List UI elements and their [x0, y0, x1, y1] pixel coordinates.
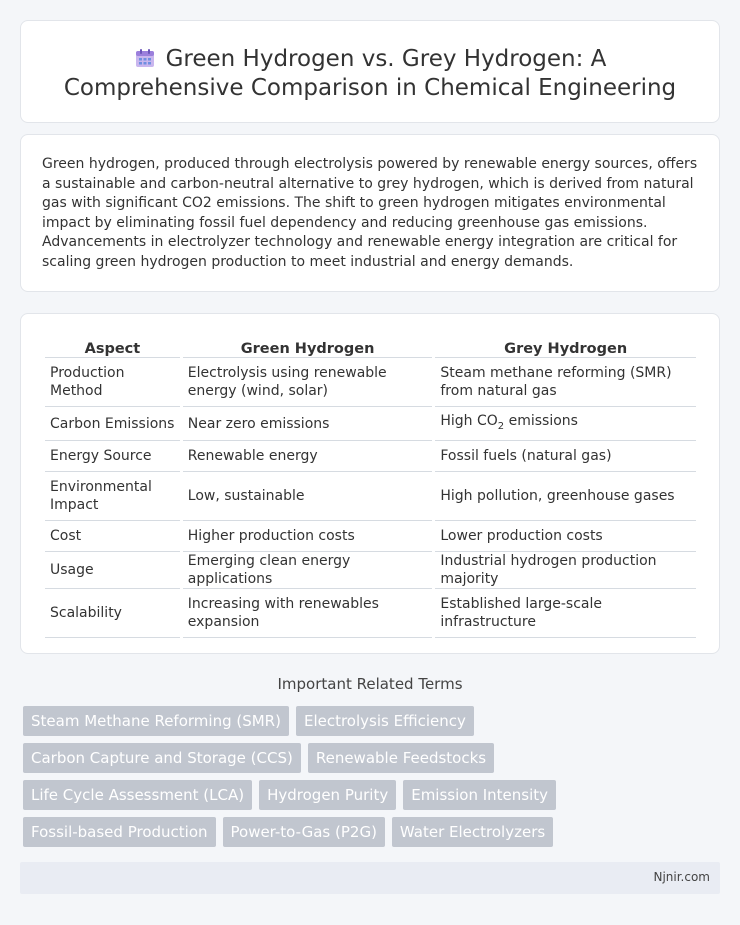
- cell-grey: Steam methane reforming (SMR) from natural gas: [435, 358, 696, 407]
- cell-green: Higher production costs: [183, 521, 433, 552]
- cell-aspect: Environmental Impact: [45, 472, 180, 521]
- cell-aspect: Carbon Emissions: [45, 407, 180, 441]
- term-tag[interactable]: Life Cycle Assessment (LCA): [23, 780, 252, 810]
- table-header-row: [45, 334, 696, 358]
- cell-aspect: Energy Source: [45, 441, 180, 472]
- term-tag[interactable]: Water Electrolyzers: [392, 817, 553, 847]
- cell-grey: [435, 407, 696, 441]
- term-tag[interactable]: Steam Methane Reforming (SMR): [23, 706, 289, 736]
- cell-grey-text-end: emissions: [504, 412, 578, 429]
- term-tag[interactable]: Power-to-Gas (P2G): [223, 817, 385, 847]
- cell-green: Electrolysis using renewable energy (wind, solar): [183, 358, 433, 407]
- page-title: Green Hydrogen vs. Grey Hydrogen: A Comprehensive Comparison in Chemical Engineering: [63, 46, 677, 101]
- cell-green: Increasing with renewables expansion: [183, 589, 433, 638]
- term-tag[interactable]: Fossil-based Production: [23, 817, 216, 847]
- term-tag[interactable]: Hydrogen Purity: [259, 780, 396, 810]
- table-row: [45, 521, 696, 552]
- cell-aspect: Cost: [45, 521, 180, 552]
- co2-subscript: 2: [497, 420, 505, 432]
- header-green-hydrogen: Green Hydrogen: [183, 334, 433, 358]
- intro-paragraph: Green hydrogen, produced through electrolysis powered by renewable energy sources, offers a sustainable and carbon-neutral alternative to grey hydrogen, which is derived from natural gas with significant CO2 emissions. The shift to green hydrogen mitigates environmental impact by eliminating fossil fuel dependency and reducing greenhouse gas emissions. Advancements in electrolyzer technology and renewable energy integration are critical for scaling green hydrogen production to meet industrial and energy demands.: [42, 156, 698, 270]
- table-row: [45, 358, 696, 407]
- table-row: [45, 441, 696, 472]
- intro-card: [20, 134, 720, 292]
- cell-grey: Established large-scale infrastructure: [435, 589, 696, 638]
- comparison-table: [42, 334, 699, 638]
- cell-green: Near zero emissions: [183, 407, 433, 441]
- cell-aspect: Production Method: [45, 358, 180, 407]
- footer-bar: [20, 862, 720, 894]
- term-tag[interactable]: Emission Intensity: [403, 780, 556, 810]
- cell-green: Emerging clean energy applications: [183, 552, 433, 589]
- cell-grey-text: High CO: [440, 412, 498, 429]
- cell-aspect: Usage: [45, 552, 180, 589]
- table-row: [45, 589, 696, 638]
- header-grey-hydrogen: Grey Hydrogen: [435, 334, 696, 358]
- cell-grey: High pollution, greenhouse gases: [435, 472, 696, 521]
- comparison-table-card: [20, 313, 720, 654]
- page-title-wrap: [21, 45, 719, 103]
- cell-grey: Fossil fuels (natural gas): [435, 441, 696, 472]
- cell-green: Low, sustainable: [183, 472, 433, 521]
- table-row: [45, 472, 696, 521]
- title-card: [20, 20, 720, 123]
- header-aspect: Aspect: [45, 334, 180, 358]
- term-tag[interactable]: Carbon Capture and Storage (CCS): [23, 743, 301, 773]
- table-row: [45, 407, 696, 441]
- calendar-icon: [134, 47, 156, 69]
- cell-grey: Industrial hydrogen production majority: [435, 552, 696, 589]
- cell-grey: Lower production costs: [435, 521, 696, 552]
- footer-site-link[interactable]: Njnir.com: [653, 870, 710, 884]
- related-terms-title: Important Related Terms: [277, 675, 463, 693]
- cell-green: Renewable energy: [183, 441, 433, 472]
- term-tag[interactable]: Electrolysis Efficiency: [296, 706, 474, 736]
- table-row: [45, 552, 696, 589]
- term-tag[interactable]: Renewable Feedstocks: [308, 743, 494, 773]
- related-terms-list: [23, 706, 713, 847]
- cell-aspect: Scalability: [45, 589, 180, 638]
